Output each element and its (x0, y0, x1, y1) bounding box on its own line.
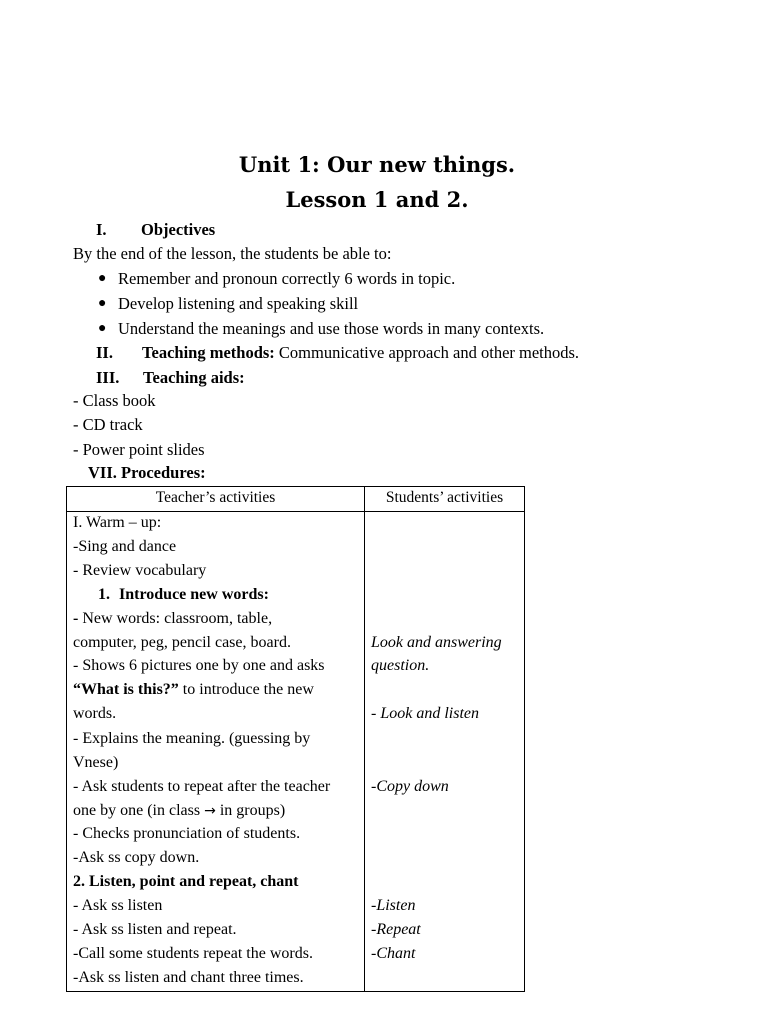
column-header-students: Students’ activities (365, 487, 525, 512)
listen-heading: 2. Listen, point and repeat, chant (73, 873, 299, 890)
one-by-one-text: one by one (in class (73, 802, 205, 819)
document-subtitle: Lesson 1 and 2. (285, 187, 469, 212)
objective-item: Develop listening and speaking skill (118, 294, 359, 313)
aids-number: III. (96, 368, 120, 387)
intro-number: 1. (98, 586, 110, 603)
bullet-dot: ● (98, 321, 107, 336)
objectives-intro: By the end of the lesson, the students be able to: (73, 244, 392, 263)
teacher-line: - Shows 6 pictures one by one and asks (73, 657, 325, 674)
teacher-line: Vnese) (73, 754, 119, 771)
aid-item: - Power point slides (73, 440, 205, 459)
aid-item: - CD track (73, 415, 143, 434)
new-words-dash: - (73, 610, 79, 627)
document-title: Unit 1: Our new things. (238, 152, 516, 177)
bullet-dot: ● (98, 271, 107, 286)
student-line: -Repeat (371, 921, 421, 938)
aids-heading: Teaching aids: (143, 368, 245, 387)
teacher-line: words. (73, 705, 117, 722)
student-line: question. (371, 657, 430, 674)
new-words-text: New words: classroom, table, (78, 610, 273, 627)
objective-item: Understand the meanings and use those words in many contexts. (118, 319, 545, 338)
teacher-line: - Ask students to repeat after the teacher (73, 778, 331, 795)
objectives-number: I. (96, 220, 107, 239)
procedures-table (66, 486, 525, 992)
student-line: Look and answering (371, 634, 502, 651)
objective-item: Remember and pronoun correctly 6 words in topic. (118, 269, 456, 288)
one-by-one-line (73, 800, 285, 822)
teacher-line: - Ask ss listen (73, 897, 163, 914)
objectives-heading: Objectives (141, 220, 216, 239)
teacher-line: -Ask ss copy down. (73, 849, 200, 866)
methods-number: II. (96, 343, 113, 362)
column-header-teacher: Teacher’s activities (67, 487, 365, 512)
teacher-line: - Review vocabulary (73, 562, 207, 579)
methods-text: Communicative approach and other methods. (274, 343, 580, 362)
bullet-dot: ● (98, 296, 107, 311)
teacher-activities-cell (67, 512, 365, 992)
what-is-this: “What is this?” (73, 681, 179, 698)
what-is-this-rest: to introduce the new (178, 681, 314, 698)
teacher-line: -Sing and dance (73, 538, 177, 555)
methods-heading: Teaching methods: (142, 343, 275, 362)
student-line: -Copy down (371, 778, 449, 795)
student-line: -Chant (371, 945, 416, 962)
teacher-line: -Call some students repeat the words. (73, 945, 313, 962)
warmup-line: I. Warm – up: (73, 514, 162, 531)
teacher-line: -Ask ss listen and chant three times. (73, 969, 304, 986)
teacher-line: - Explains the meaning. (guessing by (73, 730, 311, 747)
teacher-line: computer, peg, pencil case, board. (73, 634, 291, 651)
student-line: - Look and listen (371, 705, 479, 722)
one-by-one-text: in groups) (215, 802, 286, 819)
methods-line (142, 342, 579, 364)
student-line: -Listen (371, 897, 416, 914)
teacher-line: - Checks pronunciation of students. (73, 825, 301, 842)
procedures-heading: VII. Procedures: (88, 463, 206, 482)
teacher-line: - Ask ss listen and repeat. (73, 921, 237, 938)
new-words-line (73, 608, 272, 630)
students-activities-cell (365, 512, 525, 992)
arrow-right-icon: → (204, 803, 216, 819)
what-is-this-line (73, 679, 314, 701)
aid-item: - Class book (73, 391, 156, 410)
intro-heading: Introduce new words: (119, 586, 269, 603)
